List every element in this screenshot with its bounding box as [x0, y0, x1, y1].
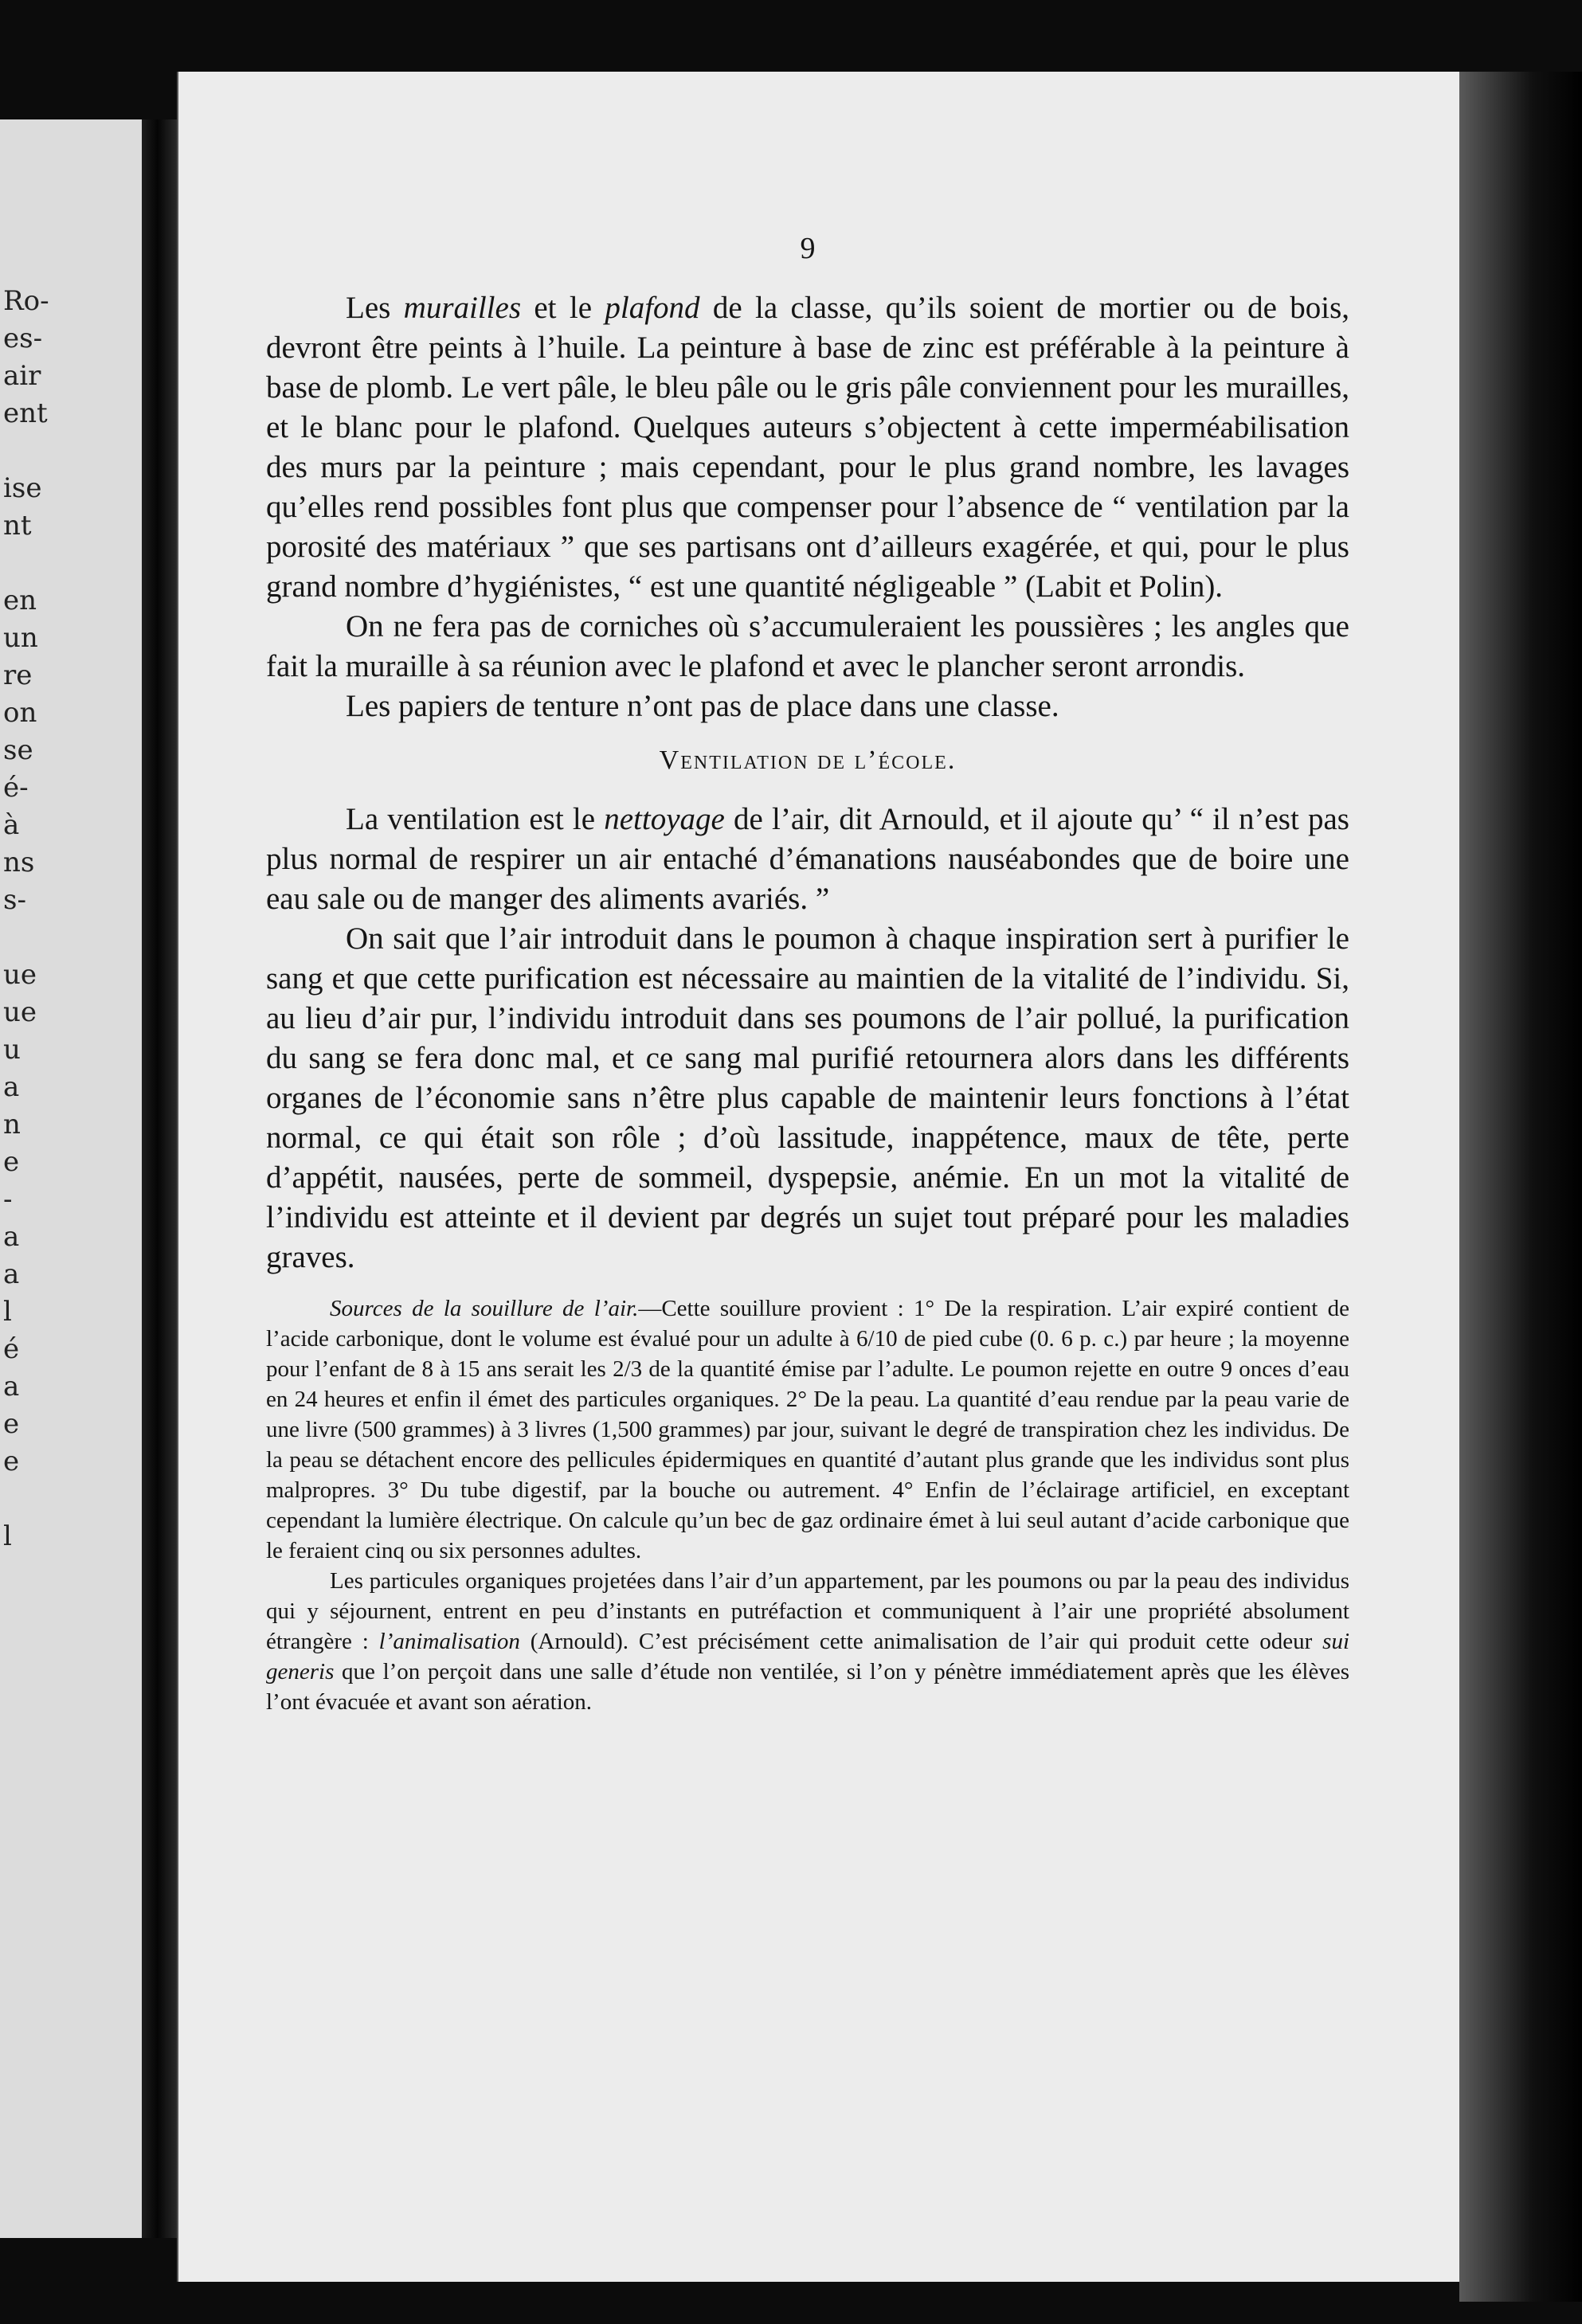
note-sources: Sources de la souillure de l’air.—Cette souillure provient : 1° De la respiration. L’air expiré contient de l’acide carbonique, dont le volume est évalué pour un adulte à 6/10 de pied cube (0. 6 p. c.) par heure ; la moyenne pour l’enfant de 8 à 15 ans serait les 2/3 de la quantité émise par l’adulte. Le poumon rejette en outre 9 onces d’eau en 24 heures et enfin il émet des particules organiques. 2° De la peau. La quantité d’eau rendue par la peau varie de une livre (500 grammes) à 3 livres (1,500 grammes) par jour, suivant le degré de transpiration chez les individus. De la peau se détachent encore des pellicules épidermiques en quantité d’autant plus grande que les individus sont plus malpropres. 3° Du tube digestif, par la bouche ou autrement. 4° Enfin de l’éclairage artificiel, en exceptant cependant la lumière électrique. On calcule qu’un bec de gaz ordinaire émet à lui seul autant d’acide carbonique que le feraient cinq ou six personnes adultes.: [266, 1296, 1349, 1563]
section-heading: Ventilation de l’école.: [659, 745, 957, 775]
page-edge-shadow: [1459, 72, 1582, 2302]
note-particles: Les particules organiques projetées dans l’air d’un appartement, par les poumons ou par la peau des individus qui y séjournent, entrent en peu d’instants en putréfaction et communiquent à l’air une propriété absolument étrangère : l’animalisation (Arnould). C’est précisément cette animalisation de l’air qui produit cette odeur sui generis que l’on perçoit dans une salle d’étude non ventilée, si l’on y pénètre immédiatement après que les élèves l’ont évacuée et avant son aération.: [266, 1568, 1349, 1715]
paragraph-ventilation-def: La ventilation est le nettoyage de l’air, dit Arnould, et il ajoute qu’ “ il n’est pas plus normal de respirer un air entaché d’émanations nauséabondes que de boire une eau sale ou de manger des aliments avariés. ”: [266, 802, 1349, 916]
footnotes: [266, 1293, 1349, 1717]
page-content: [266, 231, 1349, 1717]
paragraph-air-lungs: On sait que l’air introduit dans le poumon à chaque inspiration sert à purifier le sang et que cette purification est nécessaire au maintien de la vitalité de l’individu. Si, au lieu d’air pur, l’individu introduit dans ses poumons de l’air pollué, la purification du sang se fera donc mal, et ce sang mal purifié retournera alors dans les différents organes de l’économie sans n’être plus capable de maintenir leurs fonctions à l’état normal, ce qui était son rôle ; d’où lassitude, inappétence, maux de tête, perte d’appétit, nausées, perte de sommeil, dyspepsie, anémie. En un mot la vitalité de l’individu est atteinte et il devient par degrés un sujet tout préparé pour les maladies graves.: [266, 921, 1349, 1274]
book-page: [177, 72, 1461, 2282]
facing-page: [0, 119, 142, 2238]
page-number: 9: [800, 232, 816, 265]
paragraph-corners: On ne fera pas de corniches où s’accumuleraient les poussières ; les angles que fait la muraille à sa réunion avec le plafond et avec le plancher seront arrondis.: [266, 609, 1349, 683]
facing-page-text: Ro- es- air ent ise nt en un re on se é- à ns s- ue ue u a n e - a a l é a e e l: [3, 285, 49, 1552]
book-gutter: [142, 119, 177, 2238]
paragraph-wallpaper: Les papiers de tenture n’ont pas de place dans une classe.: [346, 689, 1059, 723]
paragraph-walls: Les murailles et le plafond de la classe, qu’ils soient de mortier ou de bois, devront être peints à l’huile. La peinture à base de zinc est préférable à la peinture à base de plomb. Le vert pâle, le bleu pâle ou le gris pâle conviennent pour les murailles, et le blanc pour le plafond. Quelques auteurs s’objectent à cette imperméabilisation des murs par la peinture ; mais cependant, pour le plus grand nombre, les lavages qu’elles rend possibles font plus que compenser pour l’absence de “ ventilation par la porosité des matériaux ” que ses partisans ont d’ailleurs exagérée, et qui, pour le plus grand nombre d’hygiénistes, “ est une quantité négligeable ” (Labit et Polin).: [266, 291, 1350, 604]
